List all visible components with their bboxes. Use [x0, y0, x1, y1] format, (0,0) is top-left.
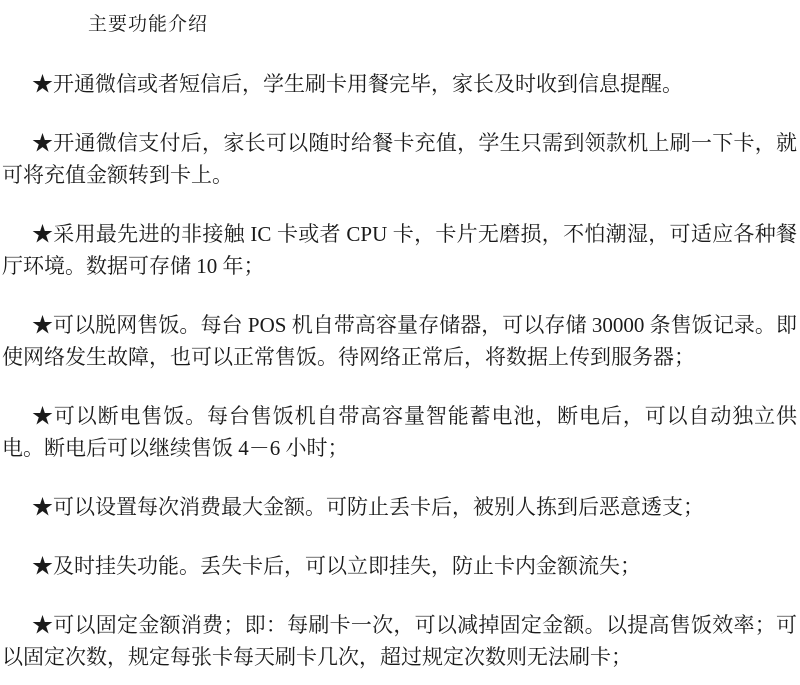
feature-item-fixed-amount: ★可以固定金额消费；即：每刷卡一次，可以减掉固定金额。以提高售饭效率；可以固定次数，规定每张卡每天刷卡几次，超过规定次数则无法刷卡； [2, 613, 797, 669]
feature-item-contactless-card: ★采用最先进的非接触 IC 卡或者 CPU 卡，卡片无磨损，不怕潮湿，可适应各种餐厅环境。数据可存储 10 年； [2, 222, 797, 278]
feature-item-power-off-sale: ★可以断电售饭。每台售饭机自带高容量智能蓄电池，断电后，可以自动独立供电。断电后可以继续售饭 4－6 小时； [2, 404, 797, 460]
feature-item-max-amount-limit: ★可以设置每次消费最大金额。可防止丢卡后，被别人拣到后恶意透支； [32, 495, 704, 519]
feature-item-wechat-recharge: ★开通微信支付后，家长可以随时给餐卡充值，学生只需到领款机上刷一下卡，就可将充值金额转到卡上。 [2, 131, 797, 187]
feature-item-wechat-sms-notice: ★开通微信或者短信后，学生刷卡用餐完毕，家长及时收到信息提醒。 [32, 72, 683, 96]
feature-item-offline-sale: ★可以脱网售饭。每台 POS 机自带高容量存储器，可以存储 30000 条售饭记录。即使网络发生故障，也可以正常售饭。待网络正常后，将数据上传到服务器； [2, 313, 797, 369]
feature-item-loss-report: ★及时挂失功能。丢失卡后，可以立即挂失，防止卡内金额流失； [32, 554, 641, 578]
document-title: 主要功能介绍 [88, 14, 209, 35]
feature-list [2, 68, 797, 673]
